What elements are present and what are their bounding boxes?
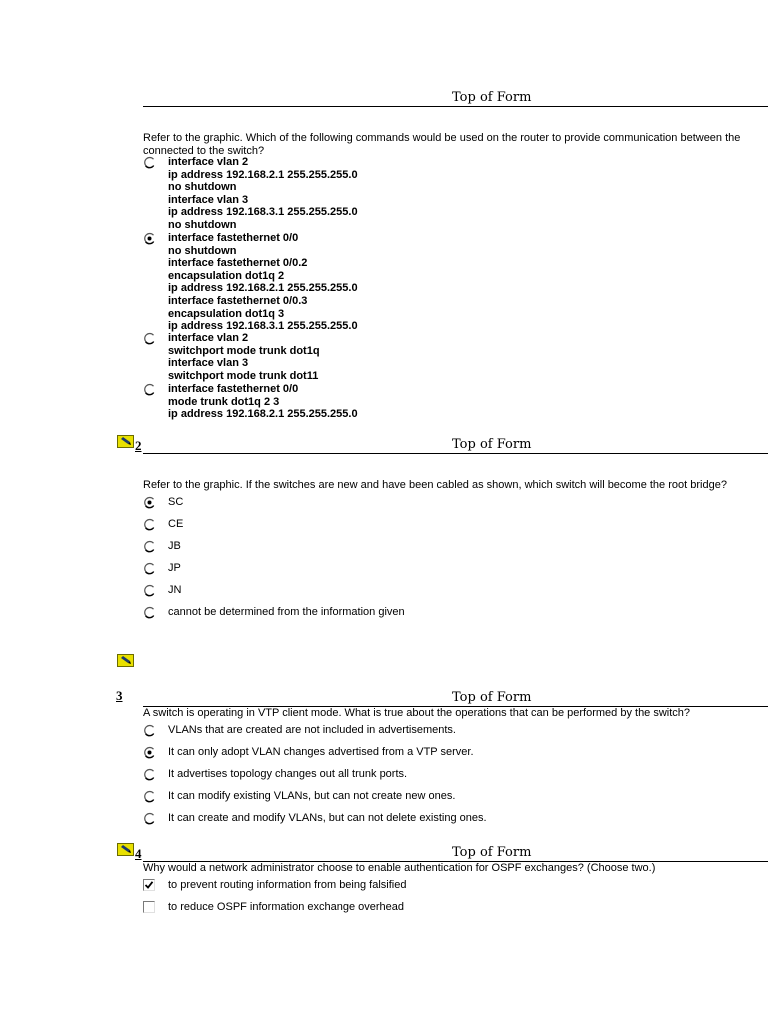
question-text-line: Refer to the graphic. Which of the following commands would be used on the router to provide communication between the	[143, 132, 741, 144]
top-of-form-label: Top of Form	[452, 690, 532, 705]
option-label	[168, 156, 358, 232]
radio-button-icon[interactable]	[143, 724, 156, 737]
option-line: no shutdown	[168, 181, 237, 194]
option-line: switchport mode trunk dot1q	[168, 344, 320, 357]
radio-button-icon[interactable]	[143, 383, 156, 396]
option-label	[168, 768, 407, 781]
option-line: It can create and modify VLANs, but can not delete existing ones.	[168, 812, 487, 824]
option-line: interface vlan 3	[168, 357, 249, 370]
question-3-text	[143, 707, 690, 720]
question-number: 2	[135, 438, 142, 453]
radio-button-icon[interactable]	[143, 768, 156, 781]
option-line: It can modify existing VLANs, but can not create new ones.	[168, 790, 456, 802]
option-label	[168, 584, 181, 597]
option-line: no shutdown	[168, 244, 237, 257]
question-text-line: connected to the switch?	[143, 144, 265, 157]
radio-button-icon[interactable]	[143, 812, 156, 825]
radio-button-icon[interactable]	[143, 606, 156, 619]
radio-button-icon[interactable]	[143, 584, 156, 597]
option-line: encapsulation dot1q 2	[168, 269, 285, 282]
option-label	[168, 724, 456, 737]
option-label	[168, 790, 455, 803]
radio-button-icon[interactable]	[143, 232, 156, 245]
option-label	[168, 518, 183, 531]
top-of-form-2	[0, 432, 768, 454]
option-line: JP	[168, 562, 181, 574]
radio-button-icon[interactable]	[143, 562, 156, 575]
radio-button-icon[interactable]	[143, 790, 156, 803]
option-line: ip address 192.168.2.1 255.255.255.0	[168, 282, 358, 295]
option-line: ip address 192.168.2.1 255.255.255.0	[168, 168, 358, 181]
option-line: JB	[168, 540, 181, 552]
option-line: interface fastethernet 0/0	[168, 383, 299, 395]
radio-button-icon[interactable]	[143, 518, 156, 531]
question-4-text	[143, 862, 655, 875]
option-line: interface fastethernet 0/0	[168, 232, 299, 244]
top-of-form-4	[0, 840, 768, 862]
option-line: JN	[168, 584, 182, 596]
option-label	[168, 496, 183, 509]
option-label	[168, 879, 406, 892]
option-line: to reduce OSPF information exchange overhead	[168, 901, 405, 913]
option-line: It advertises topology changes out all trunk ports.	[168, 768, 408, 780]
option-line: to prevent routing information from being falsified	[168, 879, 407, 891]
option-line: mode trunk dot1q 2 3	[168, 395, 280, 408]
top-of-form-1	[0, 85, 768, 107]
option-line: CE	[168, 518, 184, 530]
option-line: SC	[168, 496, 184, 508]
option-label	[168, 606, 405, 619]
question-number: 3	[116, 688, 123, 703]
question-text-line: Refer to the graphic. If the switches are new and have been cabled as shown, which switch will become the root bridge?	[143, 479, 727, 491]
radio-button-icon[interactable]	[143, 156, 156, 169]
top-of-form-label: Top of Form	[452, 845, 532, 860]
top-of-form-label: Top of Form	[452, 90, 532, 105]
option-line: cannot be determined from the information given	[168, 606, 405, 618]
option-line: no shutdown	[168, 218, 237, 231]
option-line: interface vlan 2	[168, 156, 249, 168]
option-line: interface fastethernet 0/0.3	[168, 294, 308, 307]
pencil-flag-icon[interactable]	[117, 654, 134, 667]
option-label	[168, 232, 358, 333]
top-of-form-3	[0, 685, 768, 707]
top-of-form-label: Top of Form	[452, 437, 532, 452]
option-label	[168, 562, 181, 575]
option-line: encapsulation dot1q 3	[168, 307, 285, 320]
option-line: interface fastethernet 0/0.2	[168, 257, 308, 270]
option-line: VLANs that are created are not included in advertisements.	[168, 724, 456, 736]
option-line: ip address 192.168.3.1 255.255.255.0	[168, 206, 358, 219]
option-line: switchport mode trunk dot11	[168, 369, 319, 382]
question-text-line: A switch is operating in VTP client mode. What is true about the operations that can be performed by the switch?	[143, 707, 691, 719]
option-label	[168, 901, 404, 914]
option-line: ip address 192.168.3.1 255.255.255.0	[168, 320, 358, 333]
question-number: 4	[135, 846, 142, 861]
option-line: It can only adopt VLAN changes advertised from a VTP server.	[168, 746, 474, 758]
option-line: ip address 192.168.2.1 255.255.255.0	[168, 408, 358, 421]
option-line: interface vlan 2	[168, 332, 249, 344]
option-label	[168, 812, 487, 825]
radio-button-icon[interactable]	[143, 540, 156, 553]
radio-button-icon[interactable]	[143, 746, 156, 759]
radio-button-icon[interactable]	[143, 332, 156, 345]
option-label	[168, 746, 474, 759]
form-divider	[143, 453, 768, 454]
question-text-line: Why would a network administrator choose to enable authentication for OSPF exchanges? (Choose two.)	[143, 862, 656, 874]
option-line: interface vlan 3	[168, 193, 249, 206]
option-label	[168, 332, 320, 382]
question-2-text	[143, 479, 727, 492]
checkbox-icon[interactable]	[143, 901, 155, 913]
radio-button-icon[interactable]	[143, 496, 156, 509]
checkbox-icon[interactable]	[143, 879, 155, 891]
option-label	[168, 540, 181, 553]
question-1-text	[143, 132, 740, 157]
form-divider	[143, 106, 768, 107]
option-label	[168, 383, 358, 421]
